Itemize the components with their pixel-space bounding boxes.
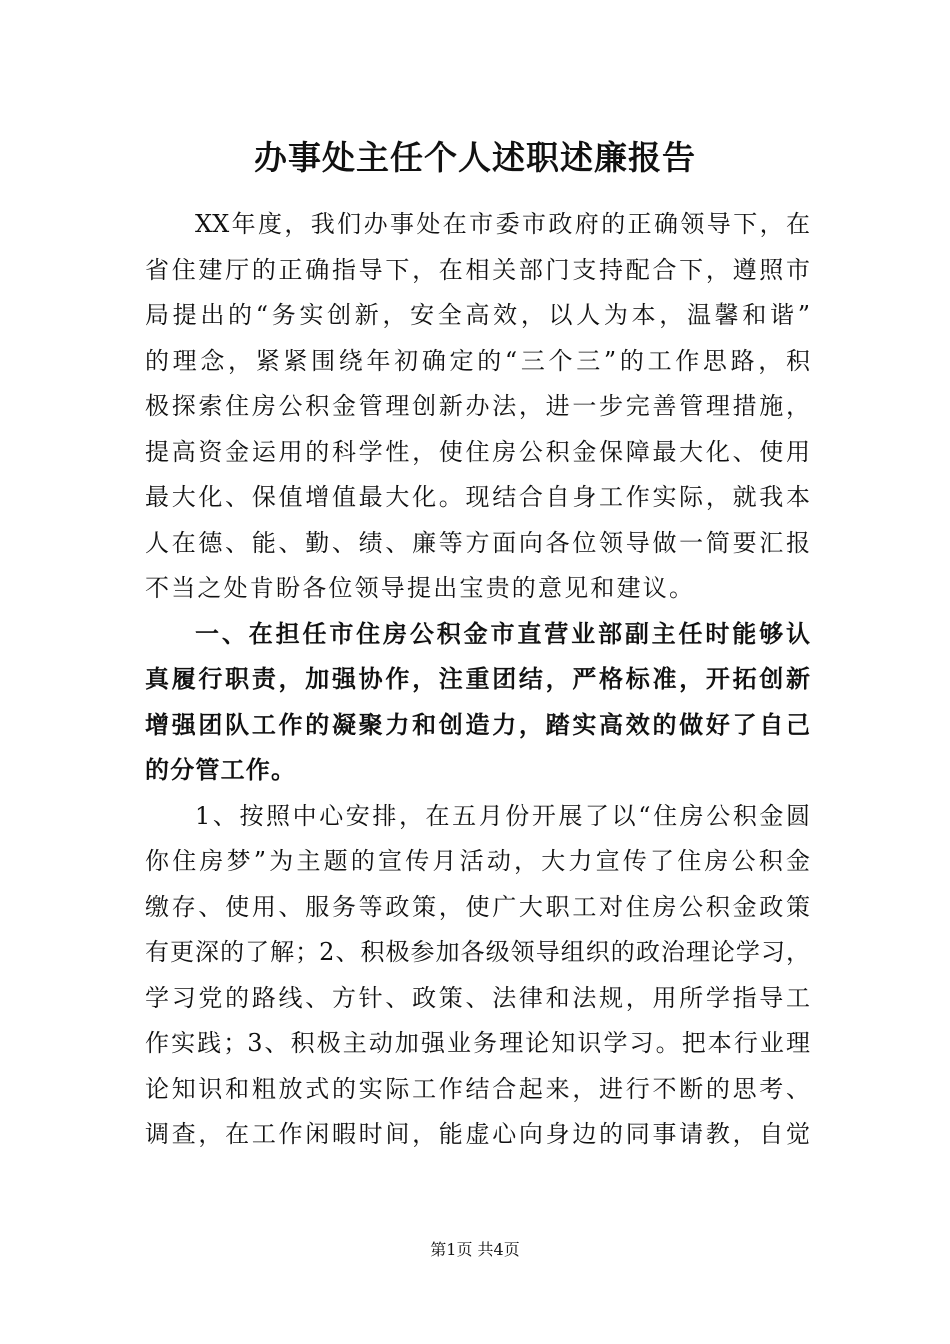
heading-line: 真履行职责，加强协作，注重团结，严格标准，开拓创新 — [145, 665, 810, 693]
text-line: 学习党的路线、方针、政策、法律和法规，用所学指导工 — [145, 983, 810, 1012]
text-line: 的理念，紧紧围绕年初确定的“三个三”的工作思路，积 — [145, 346, 810, 375]
text-line: 提高资金运用的科学性，使住房公积金保障最大化、使用 — [145, 437, 810, 466]
text-line: 人在德、能、勤、绩、廉等方面向各位领导做一简要汇报 — [145, 528, 810, 557]
page-number-footer: 第1页 共4页 — [430, 1240, 520, 1259]
text-line: 论知识和粗放式的实际工作结合起来，进行不断的思考、 — [145, 1074, 810, 1103]
paragraph-items — [145, 794, 810, 1158]
document-title: 办事处主任个人述职述廉报告 — [254, 138, 696, 177]
text-line: 局提出的“务实创新，安全高效，以人为本，温馨和谐” — [145, 301, 810, 329]
document-body — [145, 202, 810, 1158]
text-line: XX年度，我们办事处在市委市政府的正确领导下，在 — [195, 210, 810, 238]
text-line: 不当之处肯盼各位领导提出宝贵的意见和建议。 — [145, 574, 696, 602]
heading-line: 增强团队工作的凝聚力和创造力，踏实高效的做好了自己 — [145, 710, 810, 739]
heading-line: 的分管工作。 — [145, 756, 297, 784]
text-line: 省住建厅的正确指导下，在相关部门支持配合下，遵照市 — [145, 255, 810, 284]
heading-line: 一、在担任市住房公积金市直营业部副主任时能够认 — [195, 619, 810, 648]
paragraph-intro — [145, 202, 810, 612]
text-line: 你住房梦”为主题的宣传月活动，大力宣传了住房公积金 — [145, 847, 810, 875]
text-line: 作实践；3、积极主动加强业务理论知识学习。把本行业理 — [145, 1029, 810, 1057]
text-line: 最大化、保值增值最大化。现结合自身工作实际，就我本 — [145, 483, 810, 511]
section-heading-1 — [145, 612, 810, 794]
text-line: 极探索住房公积金管理创新办法，进一步完善管理措施， — [145, 392, 810, 420]
text-line: 1、按照中心安排，在五月份开展了以“住房公积金圆 — [195, 801, 810, 830]
text-line: 有更深的了解；2、积极参加各级领导组织的政治理论学习， — [145, 938, 810, 966]
text-line: 缴存、使用、服务等政策，使广大职工对住房公积金政策 — [145, 892, 810, 921]
text-line: 调查，在工作闲暇时间，能虚心向身边的同事请教，自觉 — [145, 1120, 810, 1148]
